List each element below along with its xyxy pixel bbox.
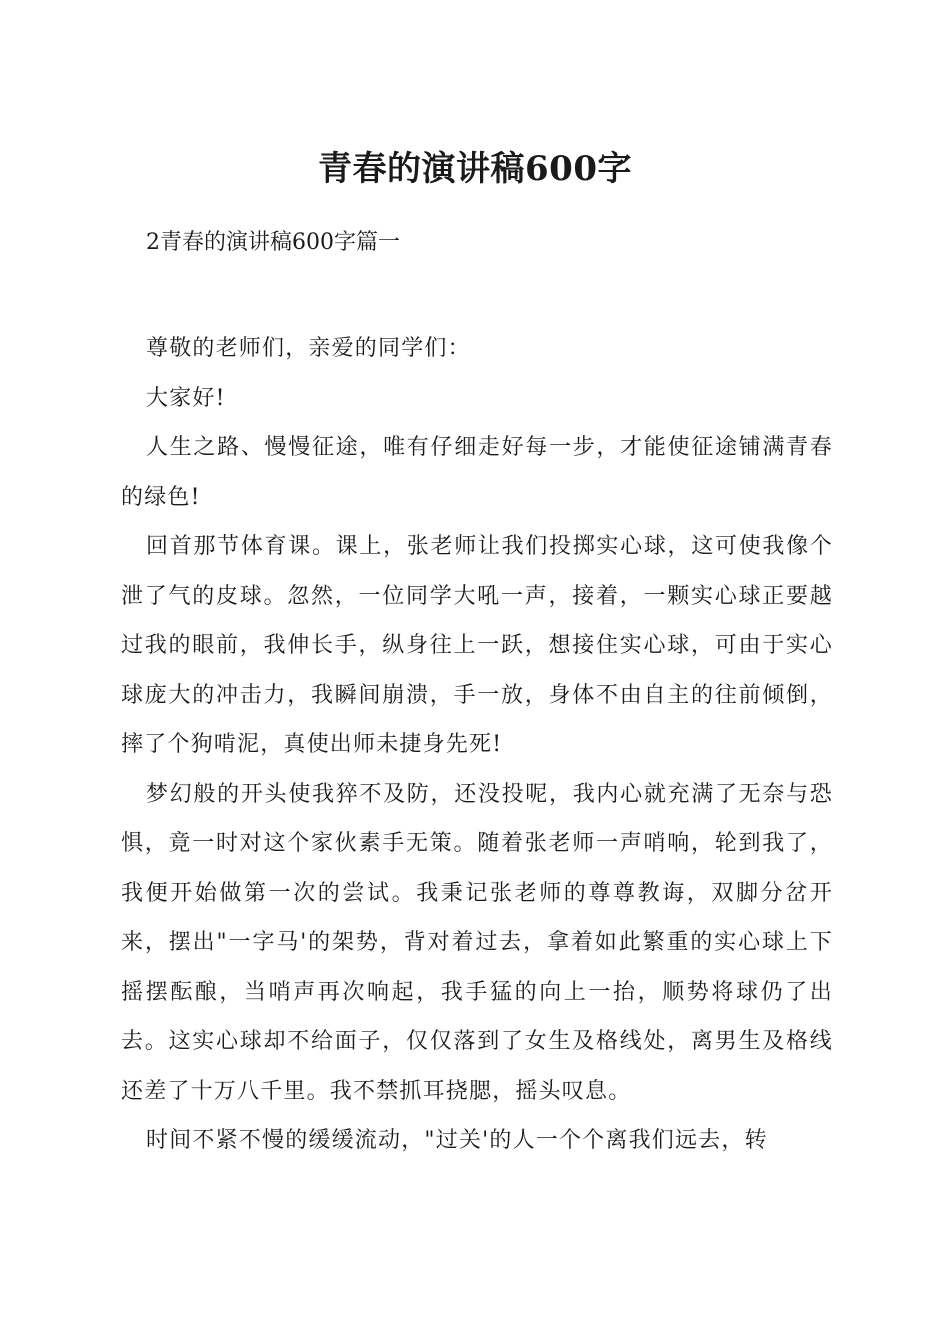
section-heading: 2青春的演讲稿600字篇一 — [146, 230, 400, 255]
document-title: 青春的演讲稿600字 — [318, 149, 632, 189]
paragraph: 时间不紧不慢的缓缓流动，"过关'的人一个个离我们远去，转 — [146, 1128, 768, 1153]
paragraph-greeting: 尊敬的老师们，亲爱的同学们： — [146, 336, 471, 361]
document-body — [121, 324, 833, 1166]
paragraph-hello: 大家好! — [146, 385, 226, 411]
paragraph: 梦幻般的开头使我猝不及防，还没投呢，我内心就充满了无奈与恐惧，竟一时对这个家伙素手无策。随着张老师一声哨响，轮到我了，我便开始做第一次的尝试。我秉记张老师的尊尊教诲，双脚分岔开来，摆出"一字马'的架势，背对着过去，拿着如此繁重的实心球上下摇摆酝酿，当哨声再次响起，我手猛的向上一抬，顺势将球仍了出去。这实心球却不给面子，仅仅落到了女生及格线处，离男生及格线还差了十万八千里。我不禁抓耳挠腮，摇头叹息。 — [121, 781, 833, 1104]
paragraph: 回首那节体育课。课上，张老师让我们投掷实心球，这可使我像个泄了气的皮球。忽然，一位同学大吼一声，接着，一颗实心球正要越过我的眼前，我伸长手，纵身往上一跃，想接住实心球，可由于实心球庞大的冲击力，我瞬间崩溃，手一放，身体不由自主的往前倾倒，摔了个狗啃泥，真使出师未捷身先死! — [121, 534, 833, 757]
paragraph: 人生之路、慢慢征途，唯有仔细走好每一步，才能使征途铺满青春的绿色! — [121, 435, 833, 510]
